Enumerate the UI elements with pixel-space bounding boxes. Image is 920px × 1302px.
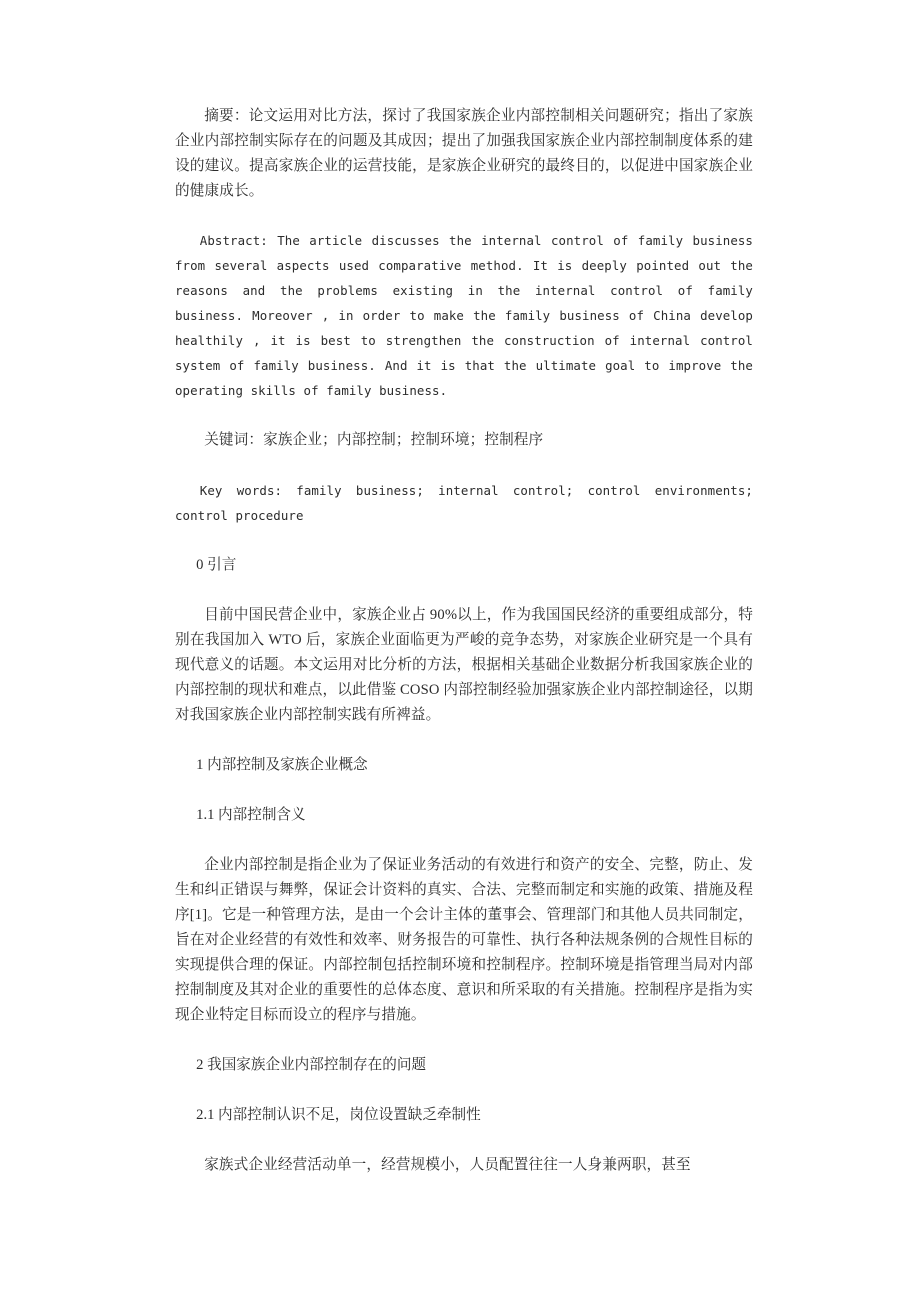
section-heading-1-1: 1.1 内部控制含义 (196, 807, 306, 823)
section-heading-1: 1 内部控制及家族企业概念 (196, 757, 368, 773)
keywords-cn-paragraph: 关键词：家族企业；内部控制；控制环境；控制程序 (204, 432, 544, 448)
abstract-cn-paragraph: 摘要：论文运用对比方法，探讨了我国家族企业内部控制相关问题研究；指出了家族企业内部控制实际存在的问题及其成因；提出了加强我国家族企业内部控制制度体系的建设的建议。提高家族企业的运营技能，是家族企业研究的最终目的，以促进中国家族企业的健康成长。 (175, 108, 753, 199)
section-heading-2: 2 我国家族企业内部控制存在的问题 (196, 1057, 427, 1073)
text-column (175, 104, 753, 1178)
section-body-1-1: 企业内部控制是指企业为了保证业务活动的有效进行和资产的安全、完整，防止、发生和纠正错误与舞弊，保证会计资料的真实、合法、完整而制定和实施的政策、措施及程序[1]。它是一种管理方法，是由一个会计主体的董事会、管理部门和其他人员共同制定，旨在对企业经营的有效性和效率、财务报告的可靠性、执行各种法规条例的合规性目标的实现提供合理的保证。内部控制包括控制环境和控制程序。控制环境是指管理当局对内部控制制度及其对企业的重要性的总体态度、意识和所采取的有关措施。控制程序是指为实现企业特定目标而设立的程序与措施。 (175, 857, 753, 1023)
section-body-0: 目前中国民营企业中，家族企业占 90%以上，作为我国国民经济的重要组成部分，特别在我国加入 WTO 后，家族企业面临更为严峻的竞争态势，对家族企业研究是一个具有现代意义的话题。本文运用对比分析的方法，根据相关基础企业数据分析我国家族企业的内部控制的现状和难点，以此借鉴 COSO 内部控制经验加强家族企业内部控制途径，以期对我国家族企业内部控制实践有所裨益。 (175, 607, 753, 723)
abstract-en-paragraph: Abstract: The article discusses the internal control of family business from several aspects used comparative method. It is deeply pointed out the reasons and the problems existing in the internal control of family business. Moreover , in order to make the family business of China develop healthily , it is best to strengthen the construction of internal control system of family business. And it is that the ultimate goal to improve the operating skills of family business. (175, 233, 753, 398)
section-heading-0: 0 引言 (196, 557, 237, 573)
section-body-2-1: 家族式企业经营活动单一，经营规模小，人员配置往往一人身兼两职，甚至 (204, 1157, 691, 1173)
keywords-en-paragraph: Key words: family business; internal control; control environments; control procedure (175, 483, 753, 523)
section-heading-2-1: 2.1 内部控制认识不足，岗位设置缺乏牵制性 (196, 1107, 481, 1123)
